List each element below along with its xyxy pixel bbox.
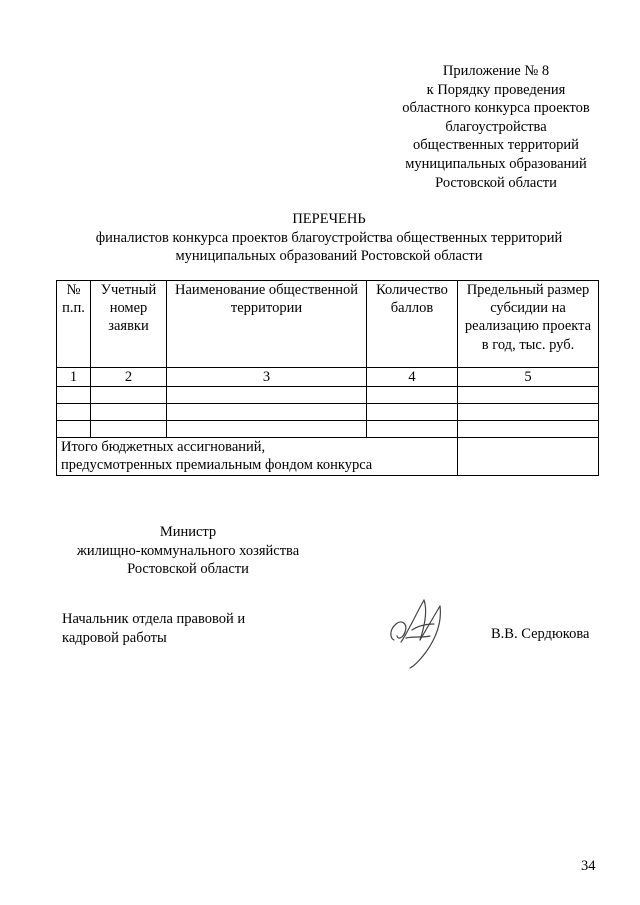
chief-block xyxy=(62,610,245,647)
header-cell-subsidy-limit: Предельный размер субсидии на реализацию проекта в год, тыс. руб. xyxy=(458,281,599,368)
total-label-line-2: предусмотренных премиальным фондом конкурса xyxy=(61,457,373,474)
page-number: 34 xyxy=(581,858,596,874)
header-cell-number: № п.п. xyxy=(57,281,91,368)
appendix-line: Ростовской области xyxy=(435,174,557,191)
header-cell-registration-number: Учетный номер заявки xyxy=(91,281,167,368)
table-cell xyxy=(458,387,599,404)
column-number: 2 xyxy=(91,368,167,387)
title-heading: ПЕРЕЧЕНЬ xyxy=(292,211,366,227)
title-line-1: финалистов конкурса проектов благоустройства общественных территорий xyxy=(95,229,563,246)
table-cell xyxy=(91,404,167,421)
appendix-line: муниципальных образований xyxy=(405,155,587,172)
table-row xyxy=(57,404,599,421)
minister-block xyxy=(40,523,336,579)
table-row xyxy=(57,387,599,404)
table-cell xyxy=(57,404,91,421)
document-title xyxy=(40,210,618,266)
table-cell xyxy=(167,421,367,438)
appendix-line: к Порядку проведения xyxy=(426,81,566,98)
finalists-table xyxy=(56,280,599,476)
table-header-row xyxy=(57,281,599,368)
table-cell xyxy=(91,421,167,438)
minister-region: Ростовской области xyxy=(127,561,249,578)
total-label-line-1: Итого бюджетных ассигнований, xyxy=(61,439,266,456)
table-cell xyxy=(458,404,599,421)
handwritten-signature xyxy=(384,594,446,670)
table-cell xyxy=(57,387,91,404)
header-cell-territory-name: Наименование общественной территории xyxy=(167,281,367,368)
column-number-row xyxy=(57,368,599,387)
appendix-line: общественных территорий xyxy=(413,137,579,154)
appendix-line: Приложение № 8 xyxy=(442,63,550,79)
table-cell xyxy=(167,387,367,404)
appendix-line: областного конкурса проектов xyxy=(402,100,590,117)
total-label xyxy=(57,438,458,475)
column-number: 1 xyxy=(57,368,91,387)
table-cell xyxy=(367,421,458,438)
column-number: 4 xyxy=(367,368,458,387)
column-number: 5 xyxy=(458,368,599,387)
chief-title-line-1: Начальник отдела правовой и xyxy=(62,611,246,627)
signer-name: В.В. Сердюкова xyxy=(491,626,590,642)
chief-title-line-2: кадровой работы xyxy=(62,629,167,646)
header-cell-score: Количество баллов xyxy=(367,281,458,368)
table-cell xyxy=(458,421,599,438)
appendix-line: благоустройства xyxy=(445,118,547,135)
table-cell xyxy=(57,421,91,438)
table-cell xyxy=(91,387,167,404)
total-row xyxy=(57,438,599,475)
column-number: 3 xyxy=(167,368,367,387)
appendix-header xyxy=(380,62,612,192)
minister-title: Министр xyxy=(159,524,217,540)
table-cell xyxy=(367,387,458,404)
table-row xyxy=(57,421,599,438)
table-cell xyxy=(367,404,458,421)
total-value-cell xyxy=(458,438,599,475)
title-line-2: муниципальных образований Ростовской области xyxy=(175,248,483,265)
table-cell xyxy=(167,404,367,421)
minister-ministry: жилищно-коммунального хозяйства xyxy=(76,542,300,559)
